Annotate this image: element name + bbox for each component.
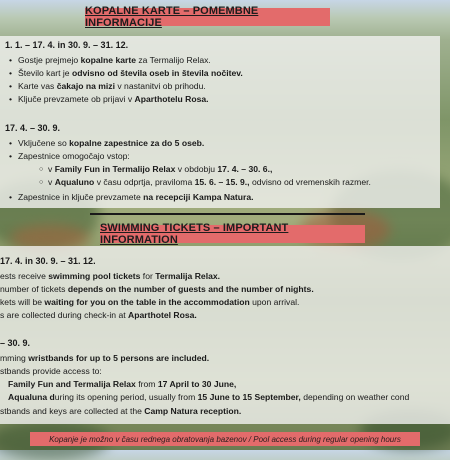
si-item-4: • Ključe prevzamete ob prijavi v Aparthotelu Rosa. <box>18 94 209 105</box>
en-period-1: 17. 4. in 30. 9. – 31. 12. <box>0 256 96 266</box>
si-item-2: • Število kart je odvisno od števila oseb in števila nočitev. <box>18 68 243 79</box>
si-subitem-2: ○ v Aqualuno v času odprtja, praviloma 15. 6. – 15. 9., odvisno od vremenskih razmer. <box>48 177 371 188</box>
si-item-1: • Gostje prejmejo kopalne karte za Termalijo Relax. <box>18 55 211 66</box>
en-subitem-2: Aqualuna during its opening period, usually from 15 June to 15 September, depending on weather cond <box>8 392 410 402</box>
title-banner-english: SWIMMING TICKETS – IMPORTANT INFORMATION <box>100 225 365 243</box>
en-period-2: – 30. 9. <box>0 338 31 348</box>
en-subitem-1: Family Fun and Termalija Relax from 17 April to 30 June, <box>8 379 237 389</box>
si-period-1: 1. 1. – 17. 4. in 30. 9. – 31. 12. <box>5 40 129 50</box>
en-item-4: s are collected during check-in at Aparthotel Rosa. <box>0 310 197 320</box>
en-item-6: stbands provide access to: <box>0 366 102 376</box>
footer-banner: Kopanje je možno v času rednega obratovanja bazenov / Pool access during regular opening hours <box>30 432 420 446</box>
si-item-7: • Zapestnice in ključe prevzamete na recepciji Kampa Natura. <box>18 192 254 203</box>
en-item-1: ests receive swimming pool tickets for Termalija Relax. <box>0 271 221 281</box>
si-item-3: • Karte vas čakajo na mizi v nastanitvi ob prihodu. <box>18 81 206 92</box>
en-item-3: kets will be waiting for you on the table in the accommodation upon arrival. <box>0 297 300 307</box>
section-divider <box>90 213 365 215</box>
en-item-7: stbands and keys are collected at the Camp Natura reception. <box>0 406 242 416</box>
en-item-5: mming wristbands for up to 5 persons are included. <box>0 353 210 363</box>
si-item-6: • Zapestnice omogočajo vstop: <box>18 151 130 162</box>
si-period-2: 17. 4. – 30. 9. <box>5 123 61 133</box>
en-item-2: number of tickets depends on the number of guests and the number of nights. <box>0 284 314 294</box>
si-item-5: • Vključene so kopalne zapestnice za do 5 oseb. <box>18 138 204 149</box>
si-subitem-1: ○ v Family Fun in Termalijo Relax v obdobju 17. 4. – 30. 6., <box>48 164 272 175</box>
title-banner-slovenian: KOPALNE KARTE – POMEMBNE INFORMACIJE <box>85 8 330 26</box>
